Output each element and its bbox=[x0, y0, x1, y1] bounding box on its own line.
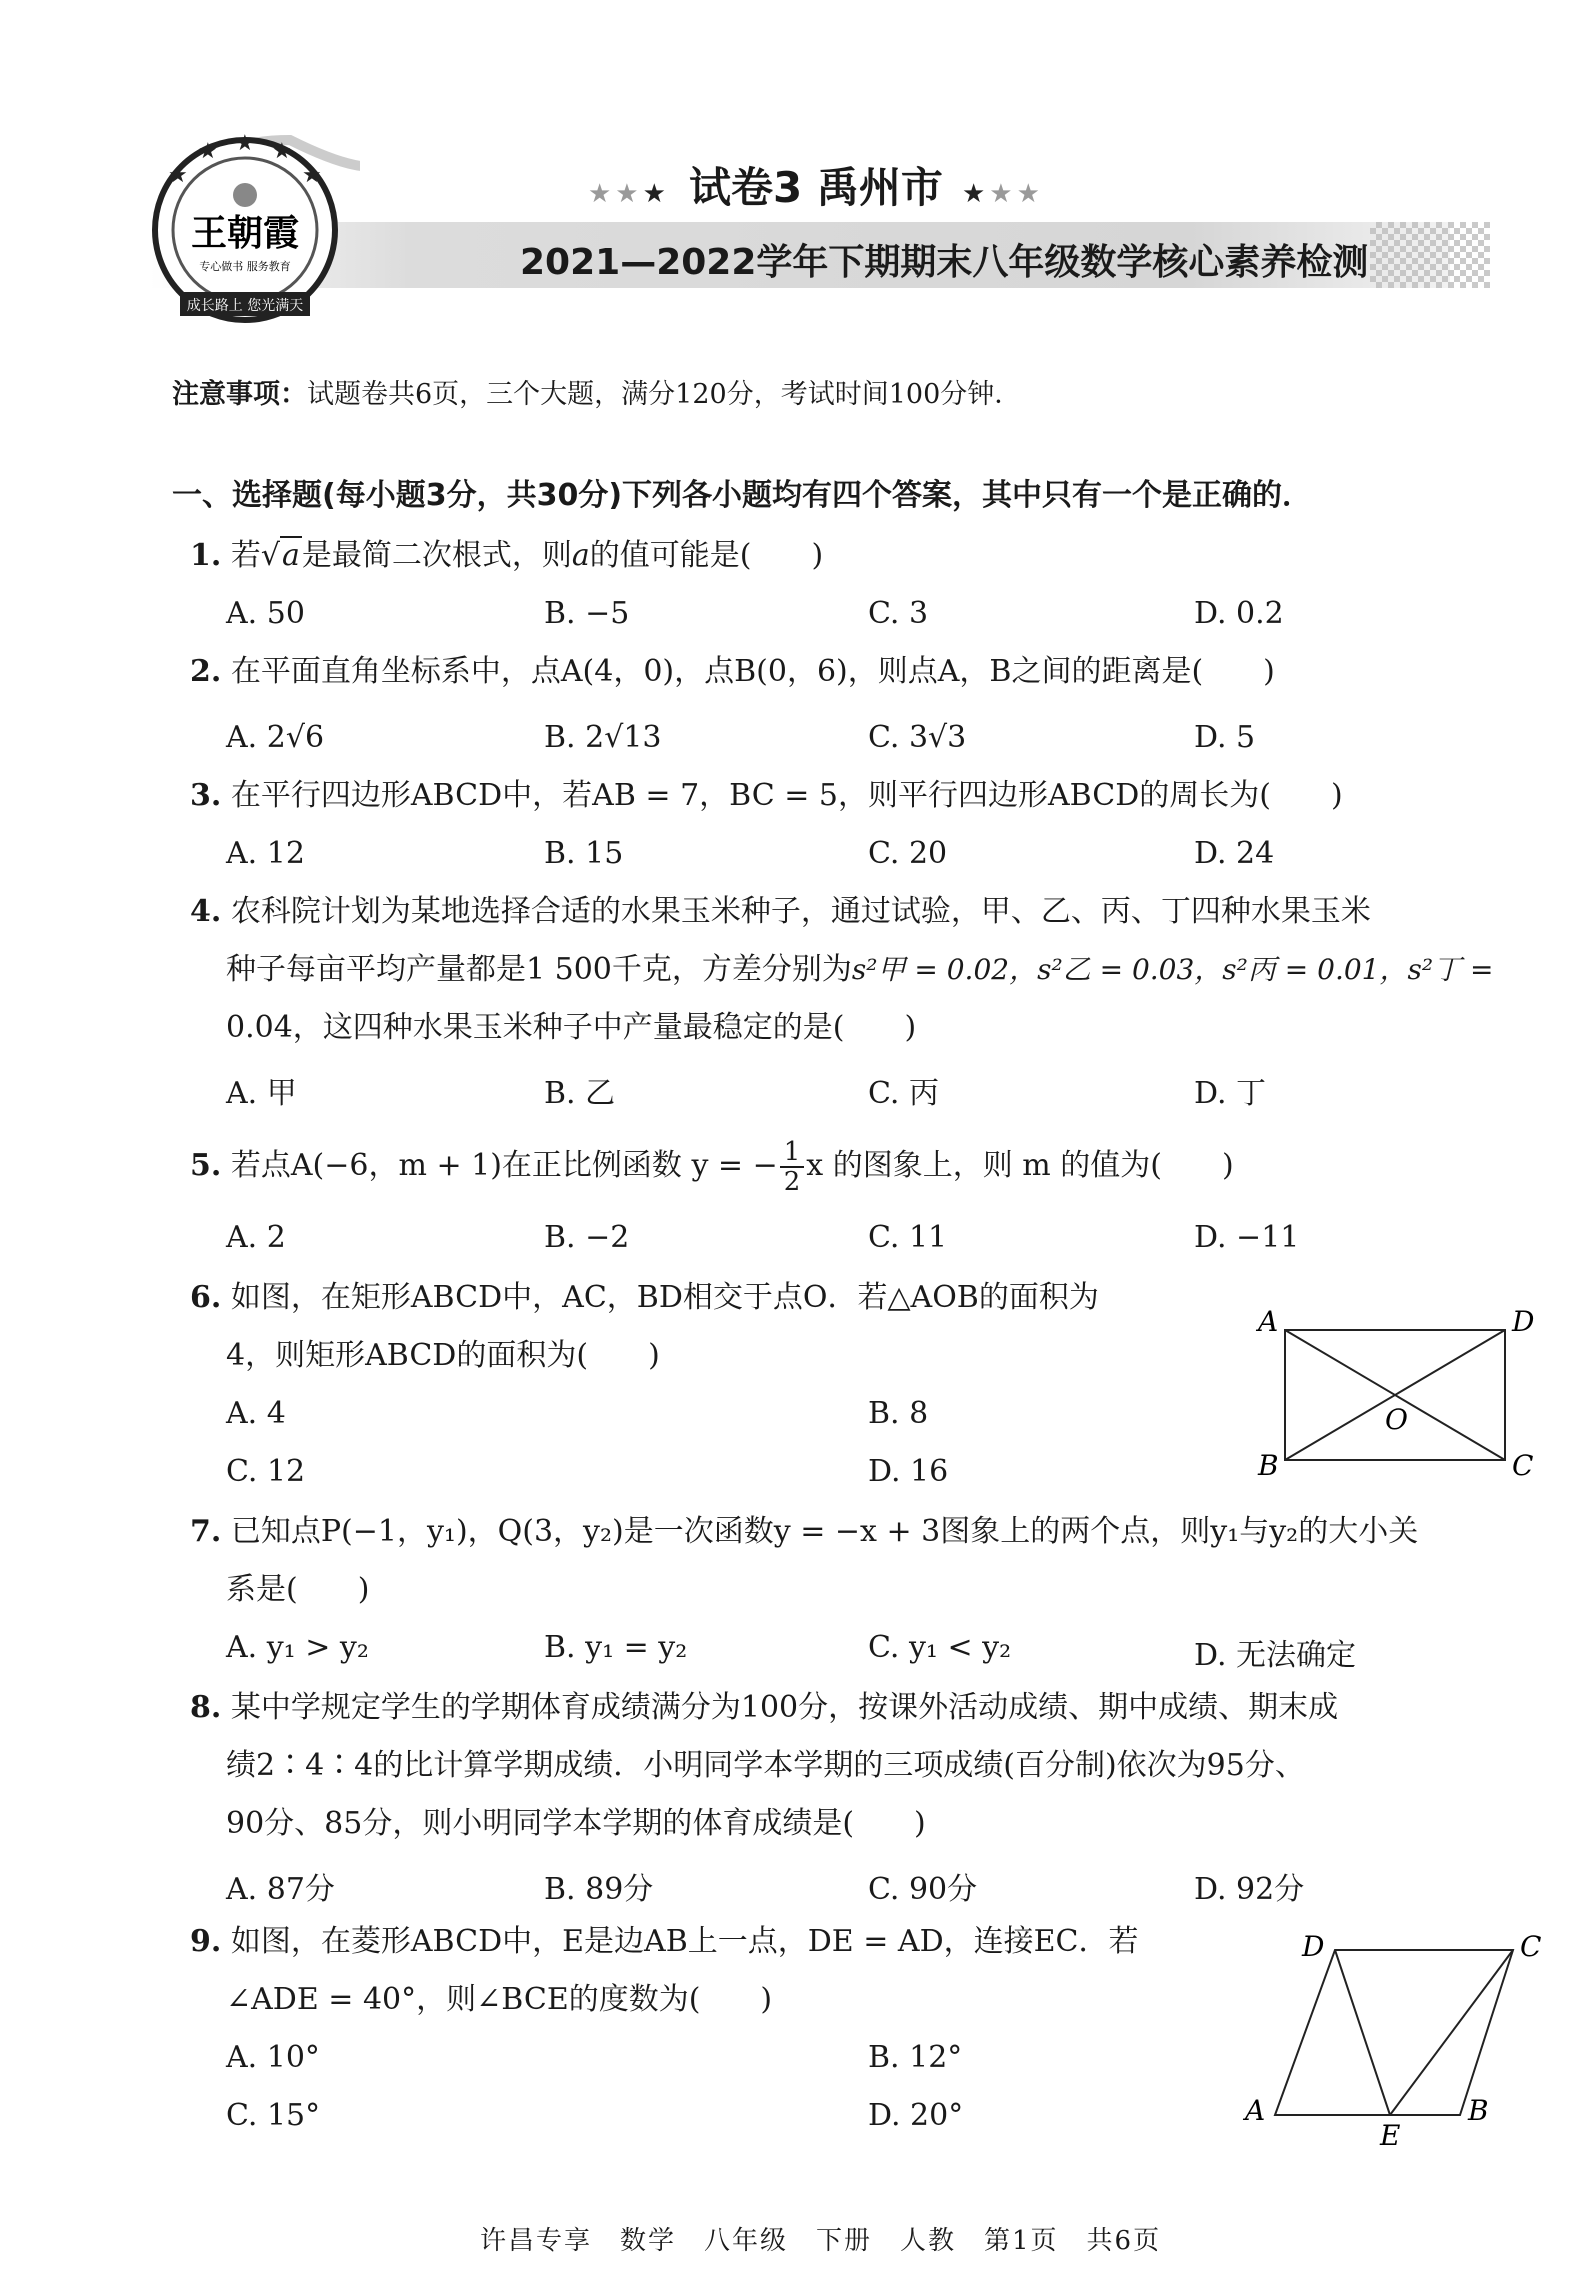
question-text: 已知点P(−1，y₁)，Q(3，y₂)是一次函数y = −x + 3图象上的两个点，则y₁与y₂的大小关 bbox=[230, 1514, 1419, 1549]
option: B. −5 bbox=[544, 596, 630, 631]
fig6-label-b: B bbox=[1258, 1449, 1279, 1482]
notice-text: 试题卷共6页，三个大题，满分120分，考试时间100分钟． bbox=[307, 379, 1022, 410]
option: D. 5 bbox=[1194, 720, 1256, 755]
option: D. −11 bbox=[1194, 1220, 1300, 1255]
question-number: 3. bbox=[190, 778, 222, 813]
question-number: 4. bbox=[190, 894, 222, 929]
option: A. 10° bbox=[226, 2040, 320, 2075]
fig9-label-c: C bbox=[1520, 1930, 1542, 1963]
fig9-label-d: D bbox=[1302, 1930, 1325, 1963]
q1-text-b: 是最简二次根式，则 bbox=[301, 538, 572, 573]
question-4-line3: 0.04，这四种水果玉米种子中产量最稳定的是( ) bbox=[226, 1010, 917, 1045]
header-checker-pattern bbox=[1370, 222, 1490, 288]
question-number: 2. bbox=[190, 654, 222, 689]
q5-fraction bbox=[780, 1138, 805, 1196]
option: C. 20 bbox=[868, 836, 948, 871]
option: D. 92分 bbox=[1194, 1872, 1305, 1907]
option: B. 12° bbox=[868, 2040, 963, 2075]
option: A. 甲 bbox=[226, 1076, 297, 1111]
option: D. 丁 bbox=[1194, 1076, 1267, 1111]
variance-ding: s²丁 = bbox=[1407, 953, 1494, 986]
question-text: 如图，在矩形ABCD中，AC，BD相交于点O．若△AOB的面积为 bbox=[230, 1280, 1099, 1315]
question-text: 在平面直角坐标系中，点A(4，0)，点B(0，6)，则点A，B之间的距离是( ) bbox=[230, 654, 1275, 689]
option: C. 12 bbox=[226, 1454, 306, 1489]
fraction-denominator: 2 bbox=[783, 1167, 801, 1197]
option: C. 15° bbox=[226, 2098, 321, 2133]
question-6 bbox=[190, 1270, 1099, 1326]
option: D. 24 bbox=[1194, 836, 1275, 871]
question-4 bbox=[190, 884, 1371, 940]
fraction-numerator: 1 bbox=[780, 1138, 805, 1168]
question-8 bbox=[190, 1680, 1338, 1736]
question-number: 1. bbox=[190, 538, 222, 573]
option: C. 3 bbox=[868, 596, 929, 631]
option: C. y₁ < y₂ bbox=[868, 1630, 1012, 1665]
question-5 bbox=[190, 1138, 1234, 1196]
q5-text-a: 若点A(−6，m + 1)在正比例函数 y = − bbox=[230, 1148, 778, 1183]
question-8-line3: 90分、85分，则小明同学本学期的体育成绩是( ) bbox=[226, 1806, 926, 1841]
option: C. 丙 bbox=[868, 1076, 939, 1111]
q1-text-c: 的值可能是( ) bbox=[589, 538, 824, 573]
page-title: 试卷3 禹州市 bbox=[689, 163, 943, 212]
logo-text: 王朝霞 bbox=[190, 212, 300, 254]
variance-jia: s²甲 = 0.02， bbox=[851, 953, 1038, 986]
option: C. 11 bbox=[868, 1220, 948, 1255]
option: A. 4 bbox=[226, 1396, 286, 1431]
question-4-line2 bbox=[226, 942, 1493, 998]
question-9-line2: ∠ADE = 40°，则∠BCE的度数为( ) bbox=[226, 1982, 773, 2017]
svg-text:★: ★ bbox=[198, 139, 218, 164]
q1-text-a: 若 bbox=[230, 538, 261, 573]
option: A. 2 bbox=[226, 1220, 286, 1255]
option: C. 90分 bbox=[868, 1872, 978, 1907]
option: B. −2 bbox=[544, 1220, 630, 1255]
question-text: 在平行四边形ABCD中，若AB = 7，BC = 5，则平行四边形ABCD的周长为( ) bbox=[230, 778, 1343, 813]
q5-text-b: x 的图象上，则 m 的值为( ) bbox=[806, 1148, 1234, 1183]
question-text: 农科院计划为某地选择合适的水果玉米种子，通过试验，甲、乙、丙、丁四种水果玉米 bbox=[230, 894, 1371, 929]
question-7-line2: 系是( ) bbox=[226, 1572, 370, 1607]
option: A. 12 bbox=[226, 836, 305, 871]
option: D. 20° bbox=[868, 2098, 964, 2133]
question-7 bbox=[190, 1504, 1418, 1560]
option: A. 50 bbox=[226, 596, 305, 631]
question-text: 某中学规定学生的学期体育成绩满分为100分，按课外活动成绩、期中成绩、期末成 bbox=[230, 1690, 1339, 1725]
question-number: 9. bbox=[190, 1924, 222, 1959]
logo-slogan-bottom: 成长路上 您光满天 bbox=[186, 298, 304, 314]
fig9-label-e: E bbox=[1380, 2119, 1401, 2150]
option: B. 乙 bbox=[544, 1076, 616, 1111]
option: D. 16 bbox=[868, 1454, 949, 1489]
question-number: 8. bbox=[190, 1690, 222, 1725]
option: D. 无法确定 bbox=[1194, 1638, 1357, 1673]
option: B. 15 bbox=[544, 836, 624, 871]
fig6-label-c: C bbox=[1512, 1449, 1534, 1482]
question-number: 5. bbox=[190, 1148, 222, 1183]
question-text: 种子每亩平均产量都是1 500千克，方差分别为 bbox=[226, 952, 852, 987]
rectangle-figure bbox=[1250, 1305, 1550, 1485]
variance-yi: s²乙 = 0.03， bbox=[1037, 953, 1223, 986]
fig6-label-d: D bbox=[1512, 1305, 1535, 1338]
svg-text:★: ★ bbox=[235, 131, 255, 156]
option: B. 2√13 bbox=[544, 720, 662, 755]
option: A. y₁ > y₂ bbox=[226, 1630, 369, 1665]
section-heading: 一、选择题(每小题3分，共30分)下列各小题均有四个答案，其中只有一个是正确的． bbox=[172, 478, 1313, 513]
notice-label: 注意事项： bbox=[172, 379, 307, 410]
fig9-label-a: A bbox=[1245, 2094, 1266, 2127]
q1-var: a bbox=[571, 538, 590, 573]
question-text: 如图，在菱形ABCD中，E是边AB上一点，DE = AD，连接EC．若 bbox=[230, 1924, 1139, 1959]
question-6-line2: 4，则矩形ABCD的面积为( ) bbox=[226, 1338, 660, 1373]
fig9-label-b: B bbox=[1468, 2094, 1489, 2127]
svg-text:★: ★ bbox=[302, 163, 322, 188]
option: B. y₁ = y₂ bbox=[544, 1630, 688, 1665]
option: D. 0.2 bbox=[1194, 596, 1284, 631]
question-number: 7. bbox=[190, 1514, 222, 1549]
question-number: 6. bbox=[190, 1280, 222, 1315]
title-row bbox=[588, 155, 1044, 215]
option: A. 87分 bbox=[226, 1872, 335, 1907]
notice bbox=[172, 372, 1021, 411]
question-1: 1. 若√a是最简二次根式，则a的值可能是( ) bbox=[190, 538, 824, 573]
option: B. 8 bbox=[868, 1396, 929, 1431]
question-2 bbox=[190, 644, 1275, 700]
svg-text:★: ★ bbox=[168, 163, 188, 188]
stars-right-icon: ★★★ bbox=[961, 179, 1044, 209]
q1-sqrt-var: a bbox=[282, 538, 300, 573]
variance-bing: s²丙 = 0.01， bbox=[1222, 953, 1408, 986]
fig6-label-a: A bbox=[1258, 1305, 1279, 1338]
stars-left-icon: ★★★ bbox=[588, 179, 670, 209]
question-8-line2: 绩2∶4∶4的比计算学期成绩．小明同学本学期的三项成绩(百分制)依次为95分、 bbox=[226, 1748, 1305, 1783]
page-footer: 许昌专享 数学 八年级 下册 人教 第1页 共6页 bbox=[480, 2226, 1162, 2256]
question-3 bbox=[190, 768, 1343, 824]
option: A. 2√6 bbox=[226, 720, 325, 755]
option: B. 89分 bbox=[544, 1872, 654, 1907]
exam-subtitle: 2021—2022学年下期期末八年级数学核心素养检测 bbox=[520, 242, 1369, 283]
fig6-label-o: O bbox=[1385, 1403, 1408, 1436]
svg-text:★: ★ bbox=[272, 139, 292, 164]
publisher-logo bbox=[140, 120, 360, 330]
option: C. 3√3 bbox=[868, 720, 967, 755]
logo-slogan-top: 专心做书 服务教育 bbox=[199, 260, 291, 273]
question-9 bbox=[190, 1914, 1139, 1970]
rhombus-figure bbox=[1230, 1920, 1560, 2150]
